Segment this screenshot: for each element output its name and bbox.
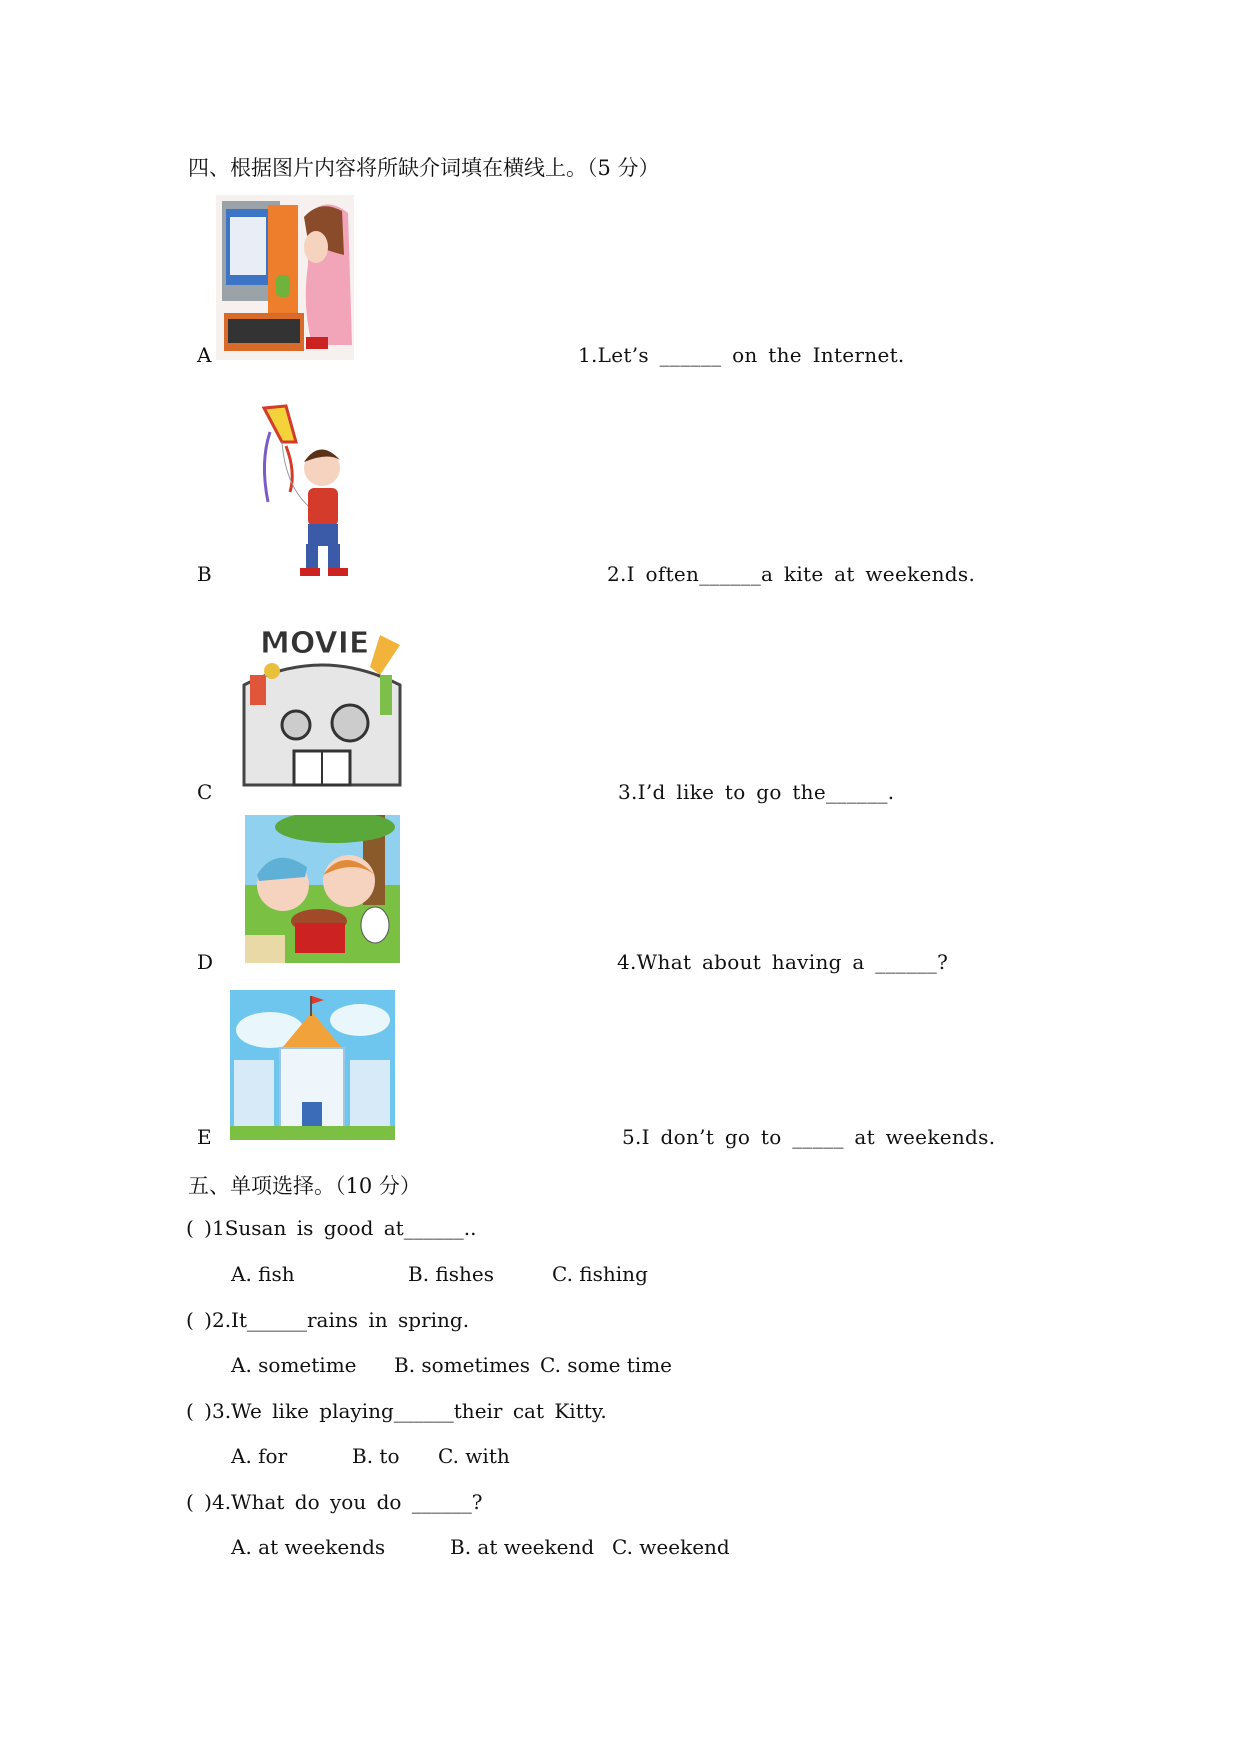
question-stem: ( )4.What do you do ______? <box>186 1490 483 1514</box>
fill-blank-sentence: 2.I often______a kite at weekends. <box>607 562 976 586</box>
movie-theater-image <box>230 615 414 793</box>
option-b: B. fishes <box>408 1262 494 1286</box>
question-stem: ( )3.We like playing______their cat Kitty. <box>186 1399 607 1423</box>
question-stem: ( )1Susan is good at______.. <box>186 1216 477 1240</box>
fill-blank-sentence: 3.I’d like to go the______. <box>618 780 895 804</box>
option-b: B. to <box>352 1444 400 1468</box>
svg-text:MOVIE: MOVIE <box>260 626 370 661</box>
option-a: A. for <box>231 1444 288 1468</box>
question-stem: ( )2.It______rains in spring. <box>186 1308 470 1332</box>
kids-having-picnic-image <box>245 815 400 963</box>
section5-title: 五、单项选择。（10 分） <box>188 1174 421 1198</box>
option-c: C. with <box>438 1444 510 1468</box>
fill-blank-sentence: 5.I don’t go to _____ at weekends. <box>622 1125 996 1149</box>
option-b: B. at weekend <box>450 1535 595 1559</box>
option-c: C. weekend <box>612 1535 730 1559</box>
option-b: B. sometimes <box>394 1353 531 1377</box>
option-c: C. fishing <box>552 1262 648 1286</box>
section4-title: 四、根据图片内容将所缺介词填在横线上。（5 分） <box>188 156 660 180</box>
fill-blank-sentence: 1.Let’s ______ on the Internet. <box>578 343 905 367</box>
boy-flying-kite-image <box>256 402 356 584</box>
item-letter: B <box>197 562 212 586</box>
item-letter: A <box>197 343 212 367</box>
option-c: C. some time <box>540 1353 673 1377</box>
school-building-image <box>230 990 395 1140</box>
option-a: A. at weekends <box>231 1535 386 1559</box>
option-a: A. fish <box>231 1262 295 1286</box>
item-letter: C <box>197 780 213 804</box>
fill-blank-sentence: 4.What about having a ______? <box>617 950 949 974</box>
item-letter: D <box>197 950 214 974</box>
item-letter: E <box>197 1125 212 1149</box>
girl-at-computer-image <box>216 195 354 360</box>
option-a: A. sometime <box>231 1353 357 1377</box>
